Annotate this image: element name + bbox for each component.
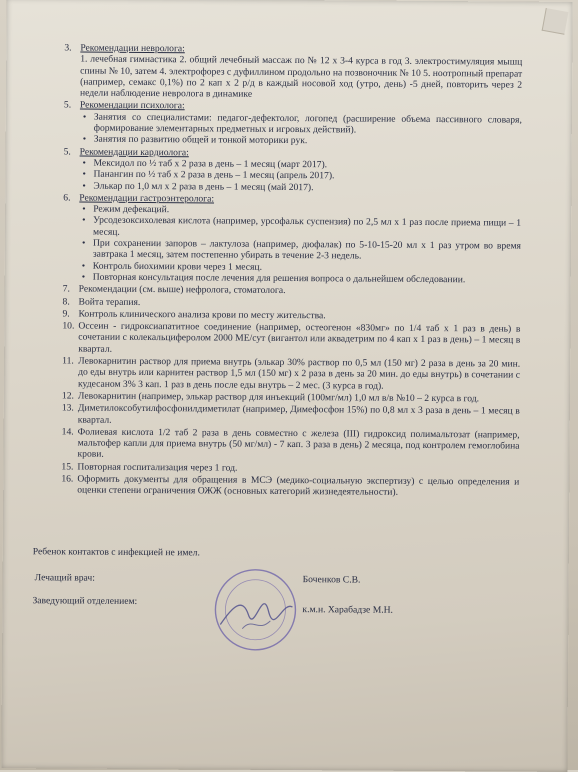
bullet-item: • Урсодезоксихолевая кислота (например, урсофальк суспензия) по 2,5 мл х 1 раз после приема пищи – 1 месяц. (79, 215, 521, 241)
section-text: Фолиевая кислота 1/2 таб 2 раза в день совместно с железа (III) гидроксид полимальтозат (например, мальтофер капли для приема внутрь (50 мг/мл) - 7 кап. 3 раза в день) 2 месяца, под контролем гемоглобина крови. (77, 426, 520, 461)
attending-name: Боченков С.В. (302, 574, 361, 586)
contact-note: Ребенок контактов с инфекцией не имел. (32, 546, 200, 559)
section-3 (63, 146, 521, 194)
section-number: 5. (63, 99, 72, 111)
section-12 (61, 426, 519, 463)
section-number: 5. (63, 146, 71, 158)
section-4 (63, 192, 522, 286)
section-text: Рекомендации (см. выше) нефролога, стоматолога. (78, 283, 286, 297)
section-1 (64, 42, 522, 102)
section-text: Оформить документы для обращения в МСЭ (медико-социальную экспертизу) с целью определения и оценки степени ограничения ОЖЖ (основных категорий жизнедеятельности). (77, 473, 520, 499)
section-number: 13. (61, 402, 74, 414)
document-page (1, 0, 572, 772)
section-text: Оссеин - гидроксиапатитное соединение (например, остеогенон «830мг» по 1/4 таб х 1 раз в день) в сочетании с колекальциферолом 2000 МЕ/сут (вигантол или аквадетрим по 4 кап х 1 раз в день) – 1 месяц в квартал. (78, 320, 521, 355)
folded-corner (542, 8, 569, 35)
section-text: Левокарнитин (например, элькар раствор для инъекций (100мг/мл) 1,0 мл в/в №10 – 2 курса в год. (77, 390, 480, 405)
section-number: 7. (62, 283, 70, 295)
section-9 (62, 355, 520, 392)
section-heading: Рекомендации психолога: (79, 100, 185, 112)
section-number: 14. (61, 426, 74, 438)
section-text: 1. лечебная гимнастика 2. общий лечебный массаж по № 12 х 3-4 курса в год 3. электростимуляция мышц спины № 10, затем 4. электрофорез с дуфиллином продольно на позвоночник № 10 5. ноотропный препарат (например, семакс 0,1%) по 2 кап х 2 р/д в каждый носовой ход (утро, день) -5 дней, повторить через 2 недели наблюдение невролога в динамике (79, 53, 523, 100)
section-number: 10. (62, 320, 75, 332)
attending-label: Лечащий врач: (34, 572, 95, 584)
section-8 (62, 321, 520, 358)
section-number: 3. (64, 42, 72, 54)
bullet-item: • Контроль биохимии крови через 1 месяц. (79, 260, 521, 274)
section-text: Войта терапия. (78, 296, 141, 308)
section-number: 16. (61, 473, 74, 485)
section-number: 8. (62, 295, 70, 308)
bullet-item: • Режим дефекаций. (79, 204, 521, 218)
section-number: 9. (62, 308, 70, 320)
head-label: Заведующий отделением: (32, 595, 138, 607)
section-text: Повторная госпитализация через 1 год. (77, 461, 238, 474)
section-heading: Рекомендации кардиолога: (79, 146, 189, 158)
section-text: Контроль клинического анализа крови по месту жительства. (78, 308, 326, 322)
section-11 (62, 403, 520, 429)
section-heading: Рекомендации гастроэнтеролога: (79, 192, 215, 205)
bullet-item: • Повторная консультация после лечения для решения вопроса о дальнейшем обследовании. (79, 271, 521, 285)
section-2 (64, 100, 522, 148)
bullet-item: • Занятия по развитию общей и тонкой моторики рук. (80, 134, 522, 148)
clinic-stamp-icon (212, 566, 299, 653)
bullet-item: • Элькар по 1,0 мл х 2 раза в день – 1 месяц (май 2017). (79, 180, 521, 194)
section-text: Левокарнитин раствор для приема внутрь (элькар 30% раствор по 0,5 мл (150 мг) 2 раза в день за 20 мин. до еды внутрь или карнитен раствор 1,5 мл (150 мг) х 2 раза в день за 20 мин. до еды внутрь) в сочетании с кудесаном 3% 3 кап. 1 раз в день после еды внутрь – 2 мес. (3 курса в год). (77, 355, 521, 392)
head-name: к.м.н. Харабадзе М.Н. (302, 604, 394, 616)
section-heading: Рекомендации невролога: (80, 42, 185, 55)
bullet-item: • Мексидол по ½ таб х 2 раза в день – 1 месяц (март 2017). (80, 158, 522, 172)
section-text: Диметилоксобутилфосфонилдиметилат (например, Димефосфон 15%) по 0,8 мл х 3 раза в день – 1 месяц в квартал. (77, 402, 520, 426)
section-number: 11. (62, 355, 74, 367)
section-14 (61, 473, 519, 499)
section-number: 12. (61, 390, 74, 402)
bullet-item: • Панангин по ½ таб х 2 раза в день – 1 месяц (апрель 2017). (79, 169, 521, 183)
bullet-item: • При сохранении запоров – лактулоза (например, дюфалак) по 5-10-15-20 мл х 1 раз утром во время завтрака 1 месяц, затем постепенно убирать в течение 2-3 недель. (79, 238, 521, 264)
recommendations-list (61, 42, 522, 500)
bullet-item: • Занятия со специалистами: педагог-дефектолог, логопед (расширение объема пассивного словаря, формирование элементарных предметных и игровых действий). (80, 111, 522, 137)
section-number: 6. (63, 192, 71, 204)
section-number: 15. (61, 461, 74, 473)
